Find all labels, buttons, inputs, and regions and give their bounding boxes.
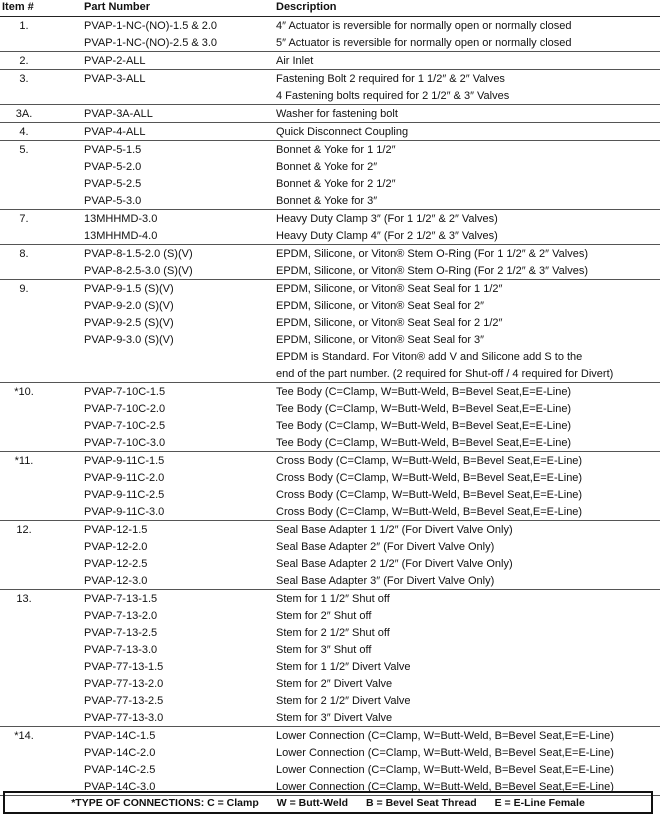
table-row [0, 262, 660, 279]
part-description: Lower Connection (C=Clamp, W=Butt-Weld, B=Bevel Seat,E=E-Line) [276, 747, 614, 759]
part-number: PVAP-14C-2.5 [84, 764, 156, 776]
item-number: 5. [19, 144, 29, 156]
header-description: Description [276, 1, 337, 13]
part-number: PVAP-1-NC-(NO)-2.5 & 3.0 [84, 37, 218, 49]
part-description: EPDM, Silicone, or Viton® Seat Seal for 2″ [276, 300, 485, 312]
item-group [0, 521, 660, 590]
item-number: 7. [19, 213, 29, 225]
part-number: PVAP-77-13-3.0 [84, 712, 164, 724]
table-row [0, 348, 660, 365]
item-group [0, 123, 660, 141]
part-description: Seal Base Adapter 2 1/2″ (For Divert Valve Only) [276, 558, 513, 570]
table-row [0, 227, 660, 244]
table-row [0, 245, 660, 262]
table-row [0, 87, 660, 104]
item-group [0, 70, 660, 105]
part-number: PVAP-9-2.5 (S)(V) [84, 317, 174, 329]
table-row [0, 280, 660, 297]
part-number: PVAP-14C-1.5 [84, 730, 156, 742]
part-number: 13MHHMD-4.0 [84, 230, 158, 242]
part-description: EPDM is Standard. For Viton® add V and Silicone add S to the [276, 351, 583, 363]
part-number: PVAP-2-ALL [84, 55, 146, 67]
part-number: PVAP-7-10C-2.0 [84, 403, 166, 415]
part-number: PVAP-9-3.0 (S)(V) [84, 334, 174, 346]
header-item-number: Item # [2, 1, 34, 13]
part-number: 13MHHMD-3.0 [84, 213, 158, 225]
part-description: EPDM, Silicone, or Viton® Seat Seal for 2 1/2″ [276, 317, 503, 329]
part-number: PVAP-77-13-2.0 [84, 678, 164, 690]
table-row [0, 365, 660, 382]
part-description: Bonnet & Yoke for 3″ [276, 195, 378, 207]
table-row [0, 434, 660, 451]
table-row [0, 572, 660, 589]
part-description: Stem for 2 1/2″ Shut off [276, 627, 390, 639]
item-group [0, 17, 660, 52]
item-group [0, 383, 660, 452]
part-number: PVAP-5-1.5 [84, 144, 142, 156]
item-group [0, 245, 660, 280]
legend-bevel-seat: B = Bevel Seat Thread [366, 796, 477, 809]
part-number: PVAP-14C-3.0 [84, 781, 156, 793]
item-number: *11. [14, 455, 34, 467]
header-part-number: Part Number [84, 1, 151, 13]
item-number: 9. [19, 283, 29, 295]
part-number: PVAP-7-13-2.5 [84, 627, 158, 639]
item-group [0, 452, 660, 521]
table-row [0, 383, 660, 400]
item-number: 3A. [15, 108, 33, 120]
part-description: Stem for 3″ Shut off [276, 644, 372, 656]
part-number: PVAP-9-2.0 (S)(V) [84, 300, 174, 312]
table-row [0, 175, 660, 192]
table-row [0, 123, 660, 140]
table-row [0, 658, 660, 675]
table-row [0, 607, 660, 624]
part-description: 5″ Actuator is reversible for normally open or normally closed [276, 37, 572, 49]
table-header [0, 0, 660, 17]
part-number: PVAP-8-2.5-3.0 (S)(V) [84, 265, 193, 277]
part-description: Cross Body (C=Clamp, W=Butt-Weld, B=Bevel Seat,E=E-Line) [276, 472, 583, 484]
item-number: 1. [19, 20, 29, 32]
item-number: 8. [19, 248, 29, 260]
table-row [0, 538, 660, 555]
part-description: 4 Fastening bolts required for 2 1/2″ & 3″ Valves [276, 90, 510, 102]
table-row [0, 158, 660, 175]
part-description: Bonnet & Yoke for 2″ [276, 161, 378, 173]
part-description: Seal Base Adapter 3″ (For Divert Valve Only) [276, 575, 495, 587]
part-description: Tee Body (C=Clamp, W=Butt-Weld, B=Bevel Seat,E=E-Line) [276, 437, 572, 449]
part-number: PVAP-9-11C-2.5 [84, 489, 165, 501]
legend-clamp: *TYPE OF CONNECTIONS: C = Clamp [71, 796, 259, 809]
table-row [0, 486, 660, 503]
part-number: PVAP-5-2.5 [84, 178, 142, 190]
table-row [0, 192, 660, 209]
part-description: Stem for 3″ Divert Valve [276, 712, 393, 724]
part-description: Washer for fastening bolt [276, 108, 398, 120]
part-description: Stem for 2 1/2″ Divert Valve [276, 695, 411, 707]
part-number: PVAP-7-10C-3.0 [84, 437, 166, 449]
table-row [0, 70, 660, 87]
table-row [0, 590, 660, 607]
table-row [0, 503, 660, 520]
part-description: Stem for 1 1/2″ Shut off [276, 593, 390, 605]
part-number: PVAP-9-11C-1.5 [84, 455, 165, 467]
table-row [0, 314, 660, 331]
table-row [0, 452, 660, 469]
parts-table-body [0, 17, 660, 796]
item-number: 2. [19, 55, 29, 67]
part-number: PVAP-7-13-2.0 [84, 610, 158, 622]
table-row [0, 675, 660, 692]
table-row [0, 105, 660, 122]
part-number: PVAP-12-2.0 [84, 541, 148, 553]
item-group [0, 105, 660, 123]
table-row [0, 400, 660, 417]
part-description: Tee Body (C=Clamp, W=Butt-Weld, B=Bevel Seat,E=E-Line) [276, 420, 572, 432]
part-description: Fastening Bolt 2 required for 1 1/2″ & 2″ Valves [276, 73, 505, 85]
table-row [0, 331, 660, 348]
part-description: Bonnet & Yoke for 1 1/2″ [276, 144, 396, 156]
item-number: 3. [19, 73, 29, 85]
part-description: Air Inlet [276, 55, 314, 67]
part-description: Cross Body (C=Clamp, W=Butt-Weld, B=Bevel Seat,E=E-Line) [276, 489, 583, 501]
item-group [0, 727, 660, 796]
part-number: PVAP-9-11C-2.0 [84, 472, 165, 484]
legend-e-line: E = E-Line Female [494, 796, 585, 809]
table-row [0, 624, 660, 641]
part-description: EPDM, Silicone, or Viton® Seat Seal for 3″ [276, 334, 485, 346]
part-number: PVAP-3-ALL [84, 73, 146, 85]
item-number: *14. [14, 730, 34, 742]
part-description: Tee Body (C=Clamp, W=Butt-Weld, B=Bevel Seat,E=E-Line) [276, 386, 572, 398]
table-row [0, 727, 660, 744]
part-number: PVAP-9-11C-3.0 [84, 506, 165, 518]
part-number: PVAP-7-10C-1.5 [84, 386, 166, 398]
part-description: Quick Disconnect Coupling [276, 126, 409, 138]
part-number: PVAP-5-2.0 [84, 161, 142, 173]
part-description: Heavy Duty Clamp 4″ (For 2 1/2″ & 3″ Valves) [276, 230, 498, 242]
table-row [0, 744, 660, 761]
part-description: Lower Connection (C=Clamp, W=Butt-Weld, B=Bevel Seat,E=E-Line) [276, 781, 614, 793]
item-number: 12. [16, 524, 32, 536]
part-number: PVAP-9-1.5 (S)(V) [84, 283, 174, 295]
table-row [0, 692, 660, 709]
part-description: Stem for 2″ Divert Valve [276, 678, 393, 690]
item-number: *10. [14, 386, 34, 398]
part-description: EPDM, Silicone, or Viton® Stem O-Ring (For 1 1/2″ & 2″ Valves) [276, 248, 588, 260]
item-group [0, 141, 660, 210]
part-description: Cross Body (C=Clamp, W=Butt-Weld, B=Bevel Seat,E=E-Line) [276, 455, 583, 467]
table-row [0, 469, 660, 486]
item-group [0, 590, 660, 727]
table-row [0, 555, 660, 572]
part-number: PVAP-12-1.5 [84, 524, 148, 536]
table-row [0, 417, 660, 434]
item-group [0, 52, 660, 70]
part-description: Stem for 2″ Shut off [276, 610, 372, 622]
table-row [0, 34, 660, 51]
table-row [0, 521, 660, 538]
table-row [0, 641, 660, 658]
part-number: PVAP-77-13-2.5 [84, 695, 164, 707]
part-number: PVAP-8-1.5-2.0 (S)(V) [84, 248, 193, 260]
part-description: Seal Base Adapter 2″ (For Divert Valve Only) [276, 541, 495, 553]
item-group [0, 210, 660, 245]
item-number: 13. [16, 593, 32, 605]
part-description: Tee Body (C=Clamp, W=Butt-Weld, B=Bevel Seat,E=E-Line) [276, 403, 572, 415]
part-number: PVAP-7-13-3.0 [84, 644, 158, 656]
part-description: Cross Body (C=Clamp, W=Butt-Weld, B=Bevel Seat,E=E-Line) [276, 506, 583, 518]
part-description: EPDM, Silicone, or Viton® Seat Seal for 1 1/2″ [276, 283, 503, 295]
table-row [0, 210, 660, 227]
part-description: end of the part number. (2 required for Shut-off / 4 required for Divert) [276, 368, 614, 380]
item-group [0, 280, 660, 383]
table-row [0, 709, 660, 726]
part-description: Lower Connection (C=Clamp, W=Butt-Weld, B=Bevel Seat,E=E-Line) [276, 730, 614, 742]
part-number: PVAP-1-NC-(NO)-1.5 & 2.0 [84, 20, 218, 32]
table-row [0, 52, 660, 69]
part-number: PVAP-12-2.5 [84, 558, 148, 570]
table-row [0, 141, 660, 158]
part-description: Stem for 1 1/2″ Divert Valve [276, 661, 411, 673]
part-number: PVAP-12-3.0 [84, 575, 148, 587]
item-number: 4. [19, 126, 29, 138]
part-description: 4″ Actuator is reversible for normally open or normally closed [276, 20, 572, 32]
part-number: PVAP-7-10C-2.5 [84, 420, 166, 432]
table-row [0, 297, 660, 314]
part-description: Lower Connection (C=Clamp, W=Butt-Weld, B=Bevel Seat,E=E-Line) [276, 764, 614, 776]
part-number: PVAP-14C-2.0 [84, 747, 156, 759]
part-description: EPDM, Silicone, or Viton® Stem O-Ring (For 2 1/2″ & 3″ Valves) [276, 265, 588, 277]
connection-types-legend [3, 791, 653, 814]
part-number: PVAP-5-3.0 [84, 195, 142, 207]
part-description: Bonnet & Yoke for 2 1/2″ [276, 178, 396, 190]
table-row [0, 761, 660, 778]
part-number: PVAP-3A-ALL [84, 108, 153, 120]
part-number: PVAP-4-ALL [84, 126, 146, 138]
legend-butt-weld: W = Butt-Weld [276, 796, 349, 809]
table-row [0, 17, 660, 34]
part-number: PVAP-7-13-1.5 [84, 593, 158, 605]
part-description: Heavy Duty Clamp 3″ (For 1 1/2″ & 2″ Valves) [276, 213, 498, 225]
part-description: Seal Base Adapter 1 1/2″ (For Divert Valve Only) [276, 524, 513, 536]
part-number: PVAP-77-13-1.5 [84, 661, 164, 673]
